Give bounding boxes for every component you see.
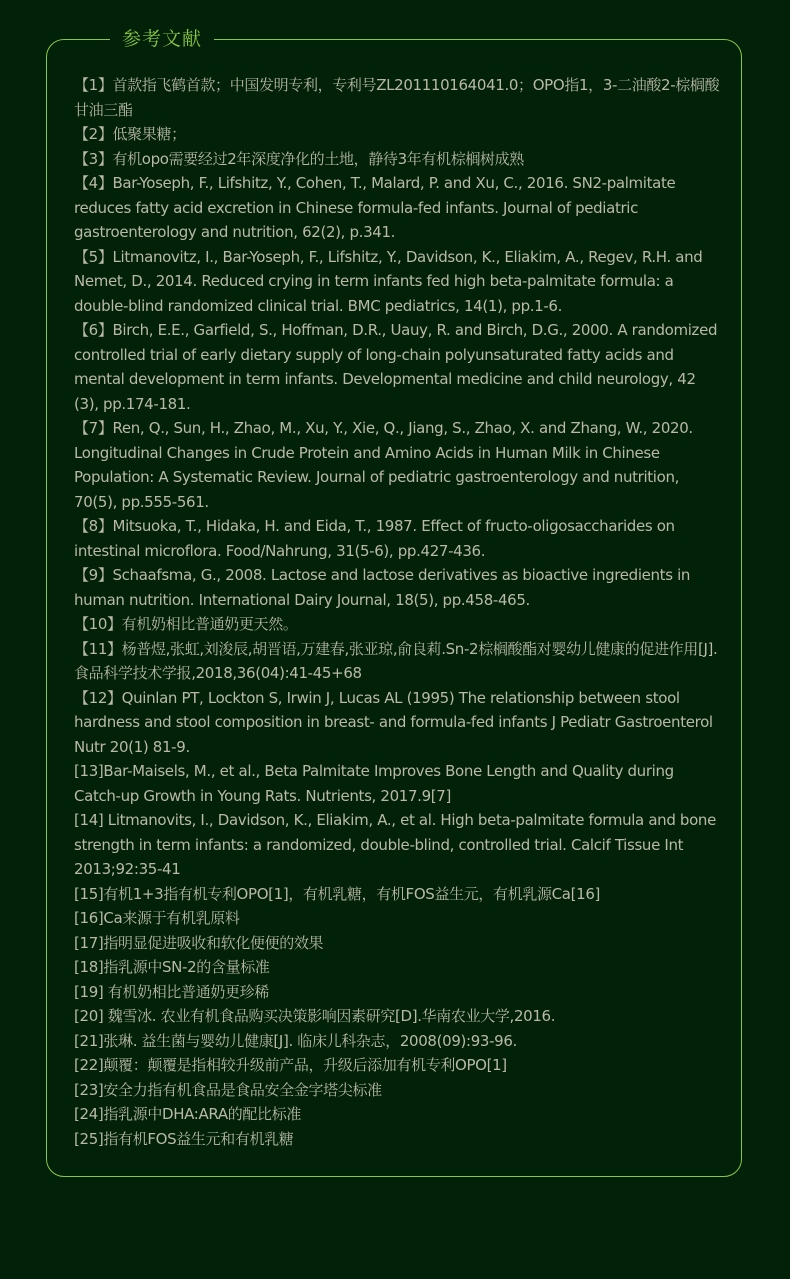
reference-item-8: 【8】Mitsuoka, T., Hidaka, H. and Eida, T., 1987. Effect of fructo‐oligosaccharides on intestinal microflora. Food/Nahrung, 31(5‐6), pp.427-436. xyxy=(74,517,675,560)
reference-item-23: [23]安全力指有机食品是食品安全金字塔尖标准 xyxy=(74,1080,382,1099)
reference-item-9: 【9】Schaafsma, G., 2008. Lactose and lactose derivatives as bioactive ingredients in human nutrition. International Dairy Journal, 18(5), pp.458-465. xyxy=(74,566,691,609)
reference-item-4: 【4】Bar-Yoseph, F., Lifshitz, Y., Cohen, T., Malard, P. and Xu, C., 2016. SN2-palmitate reduces fatty acid excretion in Chinese formula-fed infants. Journal of pediatric gastroenterology and nutrition, 62(2), p.341. xyxy=(74,174,676,241)
page-title: 参考文献 xyxy=(110,26,214,52)
reference-item-17: [17]指明显促进吸收和软化便便的效果 xyxy=(74,933,324,952)
reference-item-15: [15]有机1+3指有机专利OPO[1]，有机乳糖，有机FOS益生元，有机乳源Ca[16] xyxy=(74,884,601,903)
reference-item-12: 【12】Quinlan PT, Lockton S, Irwin J, Lucas AL (1995) The relationship between stool hardness and stool composition in breast- and formula-fed infants J Pediatr Gastroenterol Nutr 20(1) 81-9. xyxy=(74,688,713,756)
reference-item-18: [18]指乳源中SN-2的含量标准 xyxy=(74,958,270,976)
reference-item-19: [19] 有机奶相比普通奶更珍稀 xyxy=(74,982,269,1001)
reference-item-7: 【7】Ren, Q., Sun, H., Zhao, M., Xu, Y., Xie, Q., Jiang, S., Zhao, X. and Zhang, W., 2020. Longitudinal Changes in Crude Protein and Amino Acids in Human Milk in Chinese Population: A Systematic Review. Journal of pediatric gastroenterology and nutrition, 70(5), pp.555-561. xyxy=(74,419,693,511)
reference-item-24: [24]指乳源中DHA:ARA的配比标准 xyxy=(74,1105,302,1123)
reference-list xyxy=(74,73,724,1151)
reference-item-20: [20] 魏雪冰. 农业有机食品购买决策影响因素研究[D].华南农业大学,2016. xyxy=(74,1007,556,1025)
reference-item-22: [22]颠覆：颠覆是指相较升级前产品，升级后添加有机专利OPO[1] xyxy=(74,1056,507,1074)
reference-item-14: [14] Litmanovits, I., Davidson, K., Eliakim, A., et al. High beta-palmitate formula and bone strength in term infants: a randomized, double-blind, controlled trial. Calcif Tissue Int 2013;92:35-41 xyxy=(74,811,716,878)
reference-item-11: 【11】杨普煜,张虹,刘浚辰,胡晋语,万建春,张亚琼,俞良莉.Sn-2棕榈酸酯对婴幼儿健康的促进作用[J].食品科学技术学报,2018,36(04):41-45+68 xyxy=(74,639,718,682)
reference-item-6: 【6】Birch, E.E., Garfield, S., Hoffman, D.R., Uauy, R. and Birch, D.G., 2000. A randomized controlled trial of early dietary supply of long-chain polyunsaturated fatty acids and mental development in term infants. Developmental medicine and child neurology, 42 (3), pp.174-181. xyxy=(74,321,718,413)
reference-item-10: 【10】有机奶相比普通奶更天然。 xyxy=(74,615,298,633)
reference-item-16: [16]Ca来源于有机乳原料 xyxy=(74,909,240,927)
reference-item-5: 【5】Litmanovitz, I., Bar-Yoseph, F., Lifshitz, Y., Davidson, K., Eliakim, A., Regev, R.H. and Nemet, D., 2014. Reduced crying in term infants fed high beta-palmitate formula: a double-blind randomized clinical trial. BMC pediatrics, 14(1), pp.1-6. xyxy=(74,247,703,315)
reference-item-3: 【3】有机opo需要经过2年深度净化的土地，静待3年有机棕榈树成熟 xyxy=(74,149,524,168)
reference-item-2: 【2】低聚果糖； xyxy=(74,125,186,143)
reference-item-1: 【1】首款指飞鹤首款；中国发明专利，专利号ZL201110164041.0；OPO指1，3-二油酸2-棕榈酸甘油三酯 xyxy=(74,76,720,119)
reference-item-21: [21]张琳. 益生菌与婴幼儿健康[J]. 临床儿科杂志，2008(09):93-96. xyxy=(74,1031,517,1050)
reference-item-25: [25]指有机FOS益生元和有机乳糖 xyxy=(74,1129,294,1148)
reference-item-13: [13]Bar-Maisels, M., et al., Beta Palmitate Improves Bone Length and Quality during Catch-up Growth in Young Rats. Nutrients, 2017.9[7] xyxy=(74,762,674,805)
